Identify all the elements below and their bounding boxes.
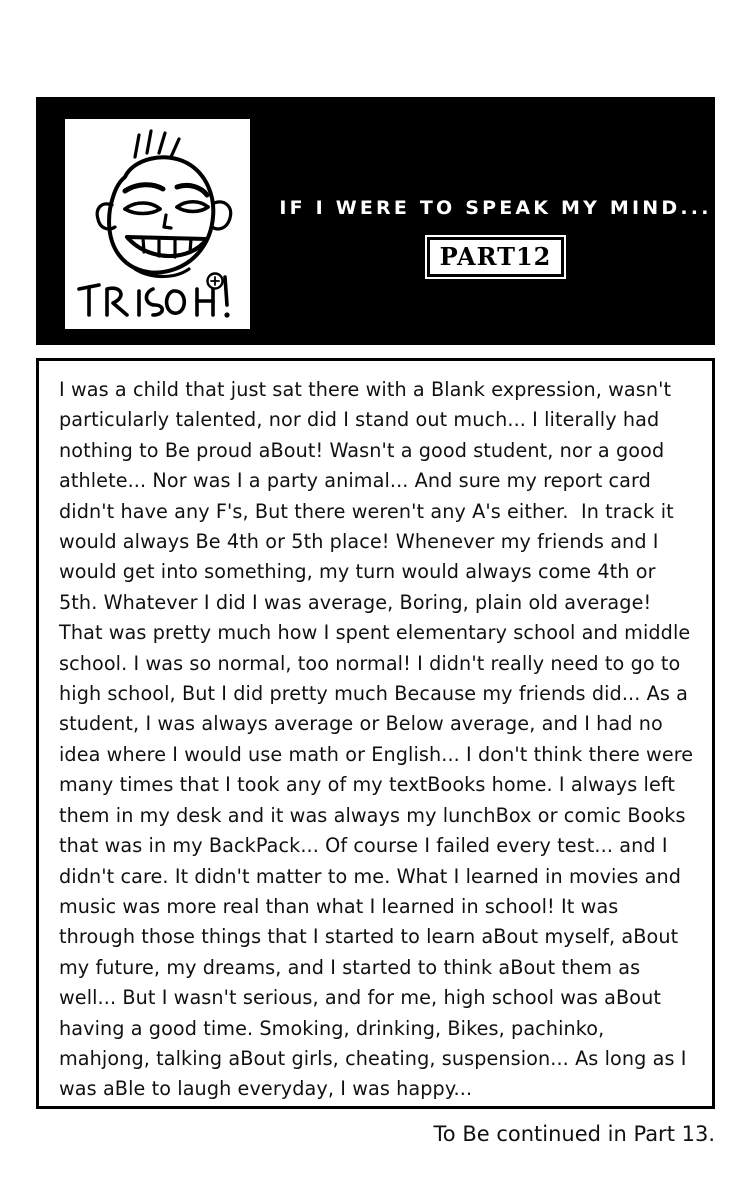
header-title-group: [276, 97, 715, 345]
continued-note: To Be continued in Part 13.: [433, 1122, 715, 1146]
part-label-wrap: [276, 237, 715, 277]
page-title: IF I WERE TO SPEAK MY MIND...: [279, 197, 712, 219]
story-body: I was a child that just sat there with a Blank expression, wasn't particularly talented, nor did I stand out much... I literally had nothing to Be proud aBout! Wasn't a good student, nor a good athlete... Nor was I a party animal... And sure my report card didn't have any F's, But there weren't any A's either. In track it would always Be 4th or 5th place! Whenever my friends and I would get into something, my turn would always come 4th or 5th. Whatever I did I was average, Boring, plain old average! That was pretty much how I spent elementary school and middle school. I was so normal, too normal! I didn't really need to go to high school, But I did pretty much Because my friends did... As a student, I was always average or Below average, and I had no idea where I would use math or English... I don't think there were many times that I took any of my textBooks home. I always left them in my desk and it was always my lunchBox or comic Books that was in my BackPack... Of course I failed every test... and I didn't care. It didn't matter to me. What I learned in movies and music was more real than what I learned in school! It was through those things that I started to learn aBout myself, aBout my future, my dreams, and I started to think aBout them as well... But I wasn't serious, and for me, high school was aBout having a good time. Smoking, drinking, Bikes, pachinko, mahjong, talking aBout girls, cheating, suspension... As long as I was aBle to laugh everyday, I was happy...: [59, 378, 700, 1101]
part-badge: PART12: [427, 237, 565, 277]
header-banner: [36, 97, 715, 345]
story-text-box: [36, 358, 715, 1109]
cartoon-face-icon: [65, 119, 250, 329]
avatar: [65, 119, 250, 329]
